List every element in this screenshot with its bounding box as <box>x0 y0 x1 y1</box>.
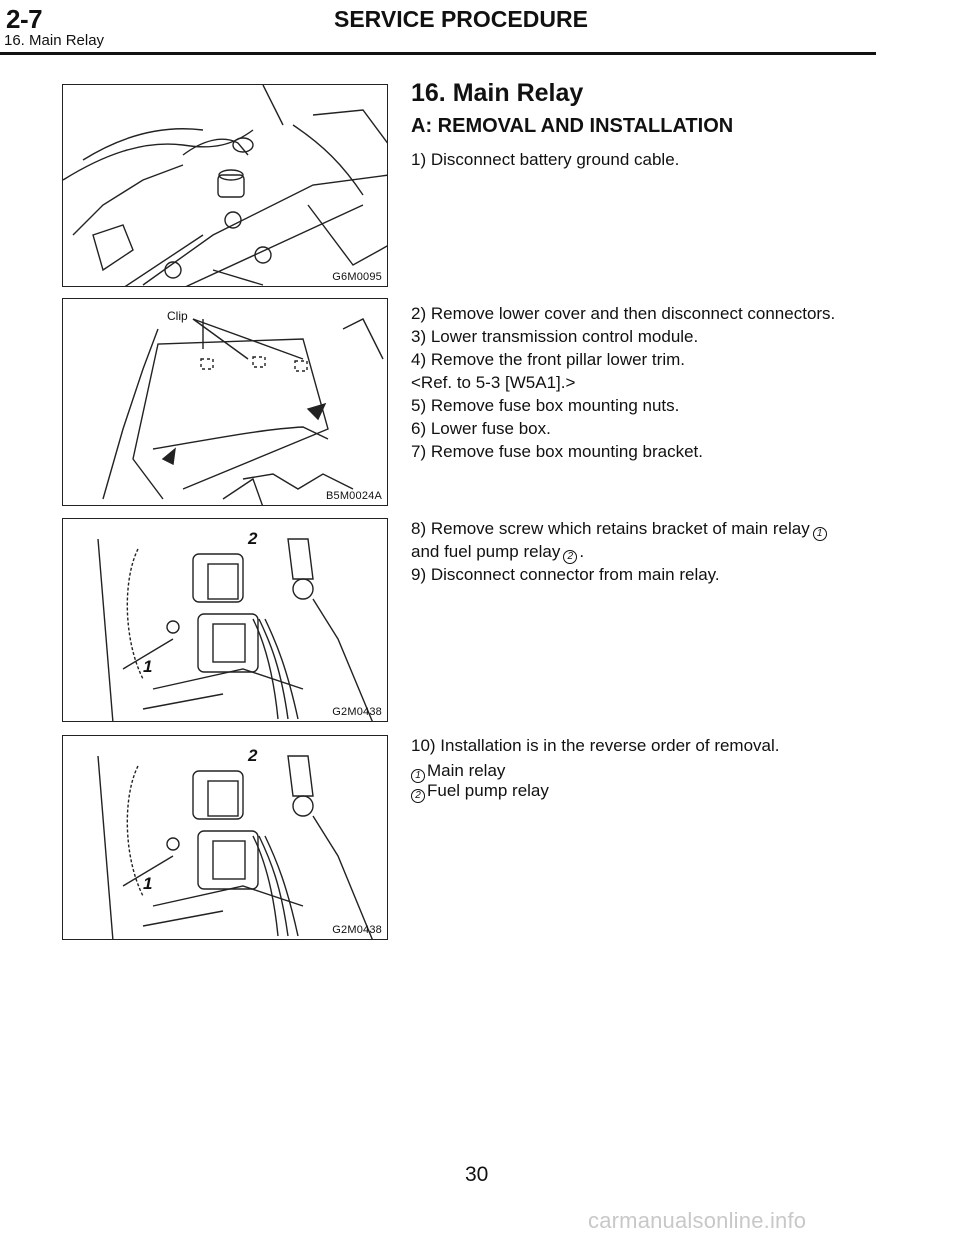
figure-code: G2M0438 <box>332 924 382 936</box>
step-8-text: 8) Remove screw which retains bracket of main relay <box>411 519 810 538</box>
step-5: 5) Remove fuse box mounting nuts. <box>411 396 680 415</box>
callout-marker: 2 <box>248 529 258 548</box>
figure-battery-cable <box>62 84 388 287</box>
page-number: 30 <box>465 1163 489 1186</box>
step-1: 1) Disconnect battery ground cable. <box>411 150 680 169</box>
section-title: 16. Main Relay <box>411 79 584 107</box>
step-10: 10) Installation is in the reverse order of removal. <box>411 736 780 755</box>
step-9: 9) Disconnect connector from main relay. <box>411 565 720 584</box>
callout-marker: 2 <box>248 746 258 765</box>
legend-text-fuel-pump-relay: Fuel pump relay <box>427 781 549 800</box>
section-subtitle: A: REMOVAL AND INSTALLATION <box>411 115 734 137</box>
step-8-line-2 <box>411 542 584 564</box>
page-header-subtitle: 16. Main Relay <box>4 32 105 49</box>
callout-2: 2 <box>563 550 577 564</box>
figure-code: G2M0438 <box>332 706 382 718</box>
section-code: 2-7 <box>6 4 43 34</box>
battery-cable-illustration <box>63 85 388 287</box>
fuse-box-illustration <box>63 299 388 506</box>
relay-illustration <box>63 736 388 940</box>
callout-marker: 1 <box>143 657 153 676</box>
step-4-reference: <Ref. to 5-3 [W5A1].> <box>411 373 576 392</box>
step-7: 7) Remove fuse box mounting bracket. <box>411 442 703 461</box>
page-header-title: SERVICE PROCEDURE <box>334 6 588 32</box>
callout-marker: 1 <box>143 874 153 893</box>
callout-2: 2 <box>411 789 425 803</box>
figure-fuse-box <box>62 298 388 506</box>
figure-code: G6M0095 <box>332 271 382 283</box>
figure-code: B5M0024A <box>325 490 382 502</box>
header-rule <box>0 52 876 55</box>
figure-label-clip: Clip <box>167 309 188 323</box>
legend-item-2 <box>411 781 549 803</box>
callout-1: 1 <box>813 527 827 541</box>
step-3: 3) Lower transmission control module. <box>411 327 699 346</box>
step-8-end: . <box>579 542 585 561</box>
step-6: 6) Lower fuse box. <box>411 419 551 438</box>
step-8-text-cont: and fuel pump relay <box>411 542 561 561</box>
callout-1: 1 <box>411 769 425 783</box>
legend-item-1 <box>411 761 505 783</box>
step-2: 2) Remove lower cover and then disconnect connectors. <box>411 304 836 323</box>
step-4: 4) Remove the front pillar lower trim. <box>411 350 685 369</box>
relay-illustration <box>63 519 388 722</box>
watermark: carmanualsonline.info <box>588 1208 807 1233</box>
step-8-line-1 <box>411 519 829 541</box>
legend-text-main-relay: Main relay <box>427 761 506 780</box>
figure-relay-bracket <box>62 518 388 722</box>
figure-relay-legend <box>62 735 388 940</box>
